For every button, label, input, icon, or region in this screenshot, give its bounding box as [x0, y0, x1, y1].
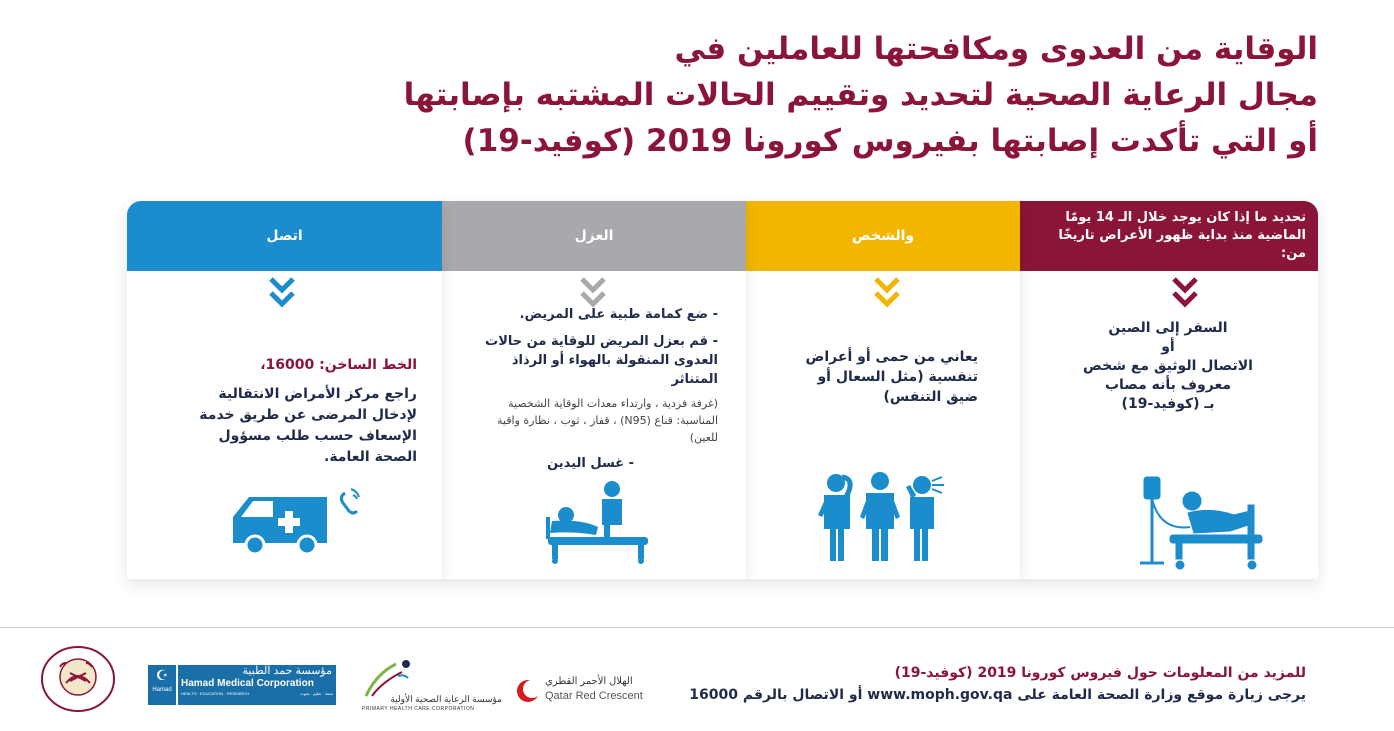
- ambulance-icon: [227, 487, 367, 557]
- panel-identify-body: [1060, 319, 1276, 414]
- identify-line-1: السفر إلى الصين: [1108, 320, 1228, 336]
- contact-hotline: الخط الساخن: 16000،: [260, 357, 417, 373]
- isolated-patient-icon: [542, 477, 652, 565]
- panel-person-header-text: والشخص: [851, 228, 915, 244]
- panel-isolate-header-text: العزل: [574, 228, 614, 244]
- footer-divider: [0, 627, 1394, 628]
- panel-person: [746, 201, 1020, 579]
- chevron-down-icon: [1170, 275, 1200, 311]
- hmc-tag-ar: صحة · تعليم · بحوث: [300, 691, 333, 696]
- phcc-en: PRIMARY HEALTH CARE CORPORATION: [362, 706, 475, 712]
- hmc-band: [178, 665, 336, 705]
- hmc-ar: مؤسسة حمد الطبية: [242, 665, 332, 677]
- footer-info: [689, 662, 1306, 706]
- isolate-item-2: - قم بعزل المريض للوقاية من حالات العدوى المنقولة بالهواء أو الرذاذ المتناثر: [485, 334, 718, 387]
- panel-person-body: [792, 347, 978, 407]
- footer-line-1: للمزيد من المعلومات حول فيروس كورونا 2019 (كوفيد-19): [894, 665, 1306, 681]
- hmc-small: Hamad: [152, 687, 172, 693]
- panel-isolate: [442, 201, 746, 579]
- phcc-logo: [362, 656, 502, 712]
- identify-line-2: أو: [1161, 339, 1175, 355]
- identify-line-4: معروف بأنه مصاب: [1104, 377, 1232, 393]
- panel-contact: [127, 201, 442, 579]
- hmc-tag: HEALTH · EDUCATION · RESEARCH: [181, 691, 250, 696]
- contact-text: راجع مركز الأمراض الانتقالية لإدخال المرضى عن طريق خدمة الإسعاف حسب طلب مسؤول الصحة العامة.: [199, 386, 417, 465]
- panel-identify-header: [1020, 201, 1318, 271]
- sick-people-icon: [816, 471, 946, 566]
- panel-person-header: [746, 201, 1020, 271]
- isolate-note: (غرفة فردية ، وارتداء معدات الوقاية الشخصية المناسبة: قناع (N95) ، قفاز ، ثوب ، نظارة واقية للعين): [497, 397, 718, 444]
- isolate-item-3: - غسل اليدين: [547, 456, 634, 471]
- hmc-logo: [148, 665, 336, 705]
- moph-logo: [40, 645, 116, 713]
- hmc-mark: ☪ Hamad: [148, 665, 176, 705]
- panel-isolate-header: [442, 201, 746, 271]
- person-text: يعاني من حمى أو أعراض تنفسية (مثل السعال أو ضيق التنفس): [805, 349, 978, 405]
- panel-identify-header-text: تحديد ما إذا كان يوجد خلال الـ 14 يومًا الماضية منذ بداية ظهور الأعراض تاريخًا من:: [1058, 210, 1306, 261]
- chevron-down-icon: [267, 275, 297, 311]
- panel-contact-header: [127, 201, 442, 271]
- panel-identify: [1020, 201, 1318, 579]
- footer-line-2: يرجى زيارة موقع وزارة الصحة العامة على www.moph.gov.qa أو الاتصال بالرقم 16000: [689, 687, 1306, 703]
- page-title: [318, 26, 1318, 164]
- identify-line-5: بـ (كوفيد-19): [1121, 396, 1215, 412]
- panel-contact-body: [173, 355, 417, 468]
- title-line-3: أو التي تأكدت إصابتها بفيروس كورونا 2019 (كوفيد-19): [462, 123, 1318, 159]
- qrcs-en: Qatar Red Crescent: [545, 690, 643, 702]
- qrcs-logo: [515, 676, 645, 706]
- red-crescent-icon: [515, 678, 541, 704]
- identify-line-3: الاتصال الوثيق مع شخص: [1083, 358, 1253, 374]
- isolate-item-1: - ضع كمامة طبية على المريض.: [519, 307, 718, 322]
- chevron-down-icon: [872, 275, 902, 311]
- panel-isolate-body: [462, 305, 718, 473]
- panel-contact-header-text: اتصل: [266, 228, 303, 244]
- moph-emblem-icon: [40, 645, 116, 713]
- title-line-2: مجال الرعاية الصحية لتحديد وتقييم الحالات المشتبه بإصابتها: [403, 77, 1318, 113]
- hmc-en: Hamad Medical Corporation: [181, 678, 314, 689]
- title-line-1: الوقاية من العدوى ومكافحتها للعاملين في: [674, 31, 1318, 67]
- qrcs-ar: الهلال الأحمر القطري: [545, 676, 633, 687]
- patient-bed-iv-icon: [1130, 471, 1270, 571]
- phcc-ar: مؤسسة الرعاية الصحية الأولية: [390, 694, 502, 704]
